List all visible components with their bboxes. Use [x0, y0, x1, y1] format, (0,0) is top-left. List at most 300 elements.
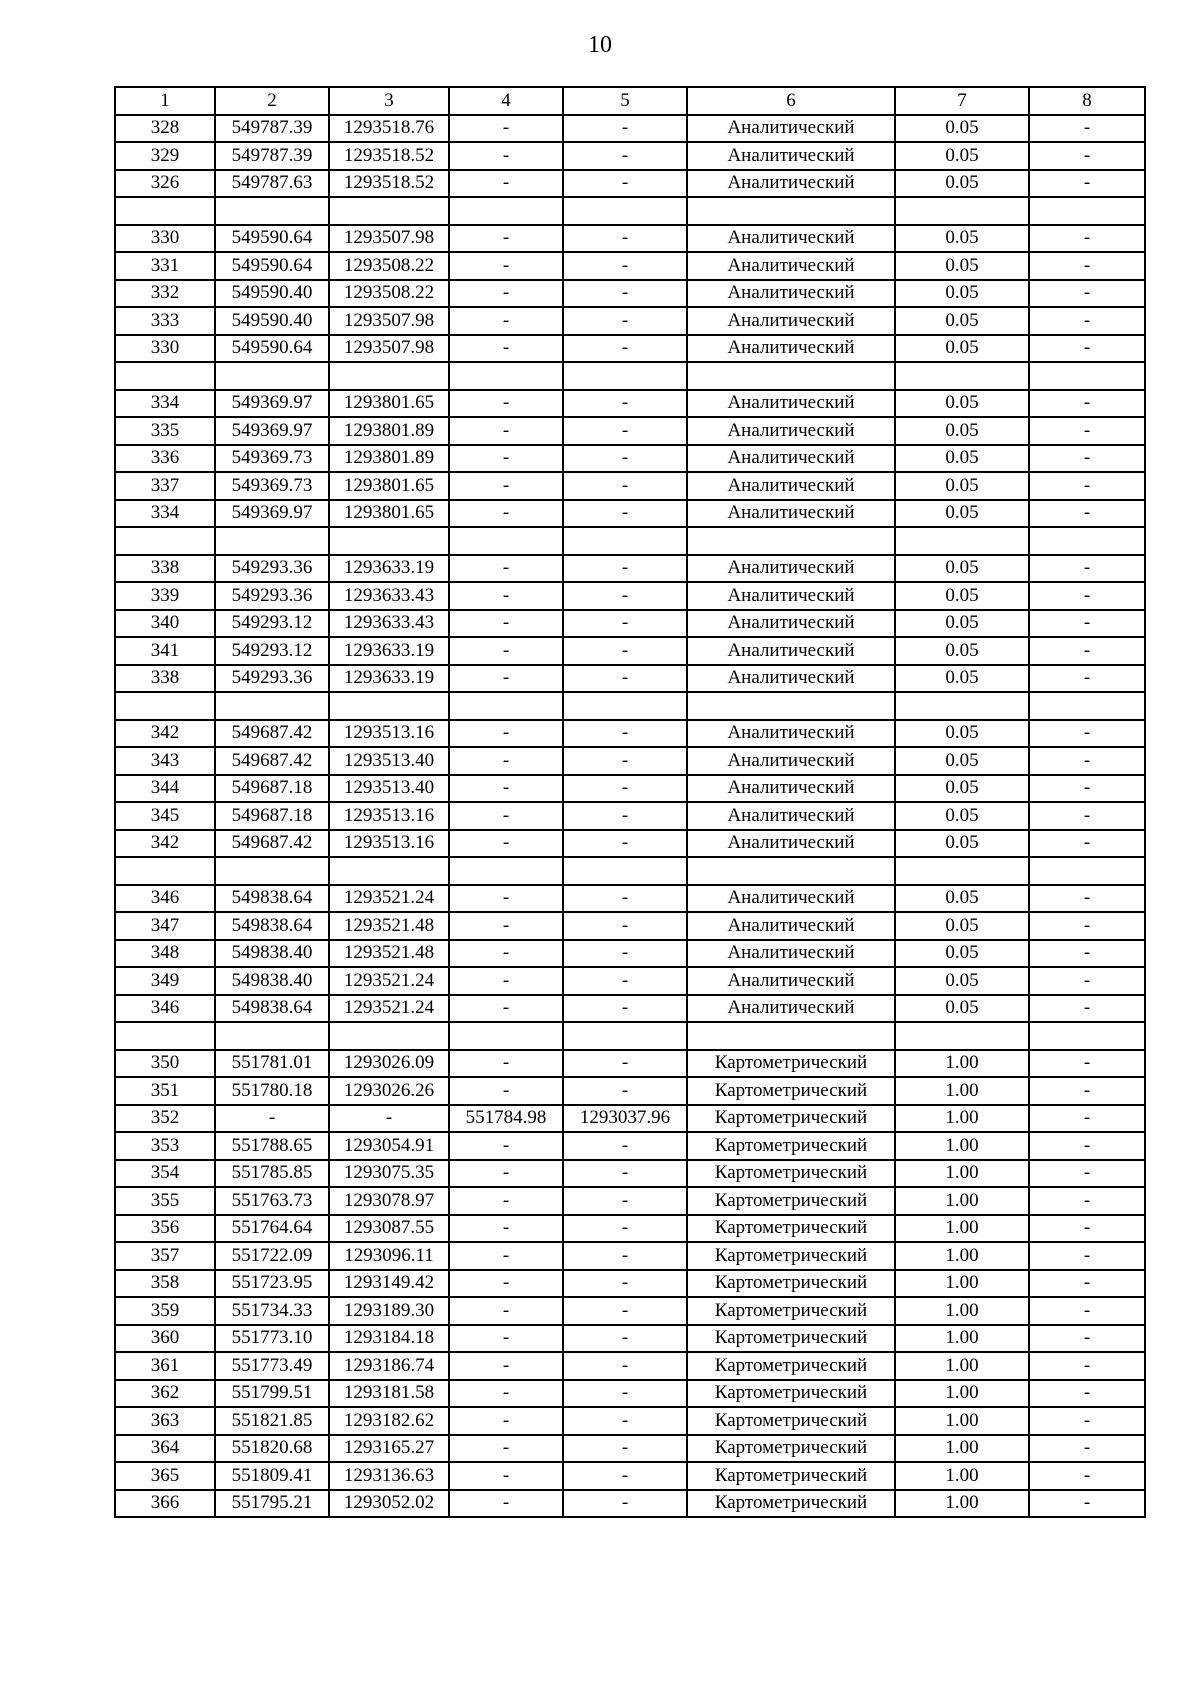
- table-cell: 0.05: [895, 252, 1029, 280]
- table-cell: 1293633.43: [329, 610, 449, 638]
- table-cell: 1.00: [895, 1242, 1029, 1270]
- table-cell: [449, 362, 563, 390]
- table-cell: Аналитический: [687, 307, 895, 335]
- table-cell: -: [563, 555, 687, 583]
- table-cell: 1.00: [895, 1077, 1029, 1105]
- table-cell: 549838.64: [215, 885, 329, 913]
- table-cell: Аналитический: [687, 830, 895, 858]
- table-cell: [563, 527, 687, 555]
- table-row: [115, 1187, 1145, 1215]
- table-row: [115, 142, 1145, 170]
- table-cell: Аналитический: [687, 390, 895, 418]
- table-cell: -: [563, 665, 687, 693]
- table-cell: 549590.64: [215, 225, 329, 253]
- table-cell: Картометрический: [687, 1407, 895, 1435]
- table-cell: 549838.64: [215, 995, 329, 1023]
- table-cell: 365: [115, 1462, 215, 1490]
- table-cell: -: [449, 307, 563, 335]
- table-cell: -: [1029, 1077, 1145, 1105]
- table-row: [115, 1077, 1145, 1105]
- table-cell: -: [1029, 747, 1145, 775]
- table-cell: Аналитический: [687, 142, 895, 170]
- table-cell: Аналитический: [687, 637, 895, 665]
- table-cell: -: [449, 335, 563, 363]
- table-cell: [687, 527, 895, 555]
- table-cell: -: [449, 1435, 563, 1463]
- table-cell: -: [563, 445, 687, 473]
- table-cell: 349: [115, 967, 215, 995]
- table-cell: [687, 362, 895, 390]
- table-cell: -: [449, 775, 563, 803]
- table-row: [115, 500, 1145, 528]
- table-cell: 1.00: [895, 1352, 1029, 1380]
- table-cell: 353: [115, 1132, 215, 1160]
- table-cell: -: [563, 1215, 687, 1243]
- table-cell: 551764.64: [215, 1215, 329, 1243]
- table-cell: 345: [115, 802, 215, 830]
- table-cell: -: [1029, 610, 1145, 638]
- table-cell: -: [1029, 1187, 1145, 1215]
- table-row: [115, 940, 1145, 968]
- table-cell: -: [563, 1160, 687, 1188]
- table-cell: -: [1029, 1270, 1145, 1298]
- table-cell: -: [1029, 995, 1145, 1023]
- table-cell: [895, 692, 1029, 720]
- table-cell: -: [563, 610, 687, 638]
- table-cell: 1293521.48: [329, 912, 449, 940]
- table-cell: Аналитический: [687, 665, 895, 693]
- table-cell: Аналитический: [687, 610, 895, 638]
- table-cell: 1293507.98: [329, 335, 449, 363]
- table-cell: 1293075.35: [329, 1160, 449, 1188]
- table-cell: 1.00: [895, 1407, 1029, 1435]
- table-cell: 1293149.42: [329, 1270, 449, 1298]
- table-cell: 0.05: [895, 995, 1029, 1023]
- table-cell: -: [1029, 307, 1145, 335]
- table-cell: 1293518.76: [329, 115, 449, 143]
- table-cell: 339: [115, 582, 215, 610]
- table-cell: 338: [115, 555, 215, 583]
- table-cell: 1293508.22: [329, 252, 449, 280]
- table-body: [115, 115, 1145, 1518]
- table-cell: -: [563, 1435, 687, 1463]
- table-cell: Аналитический: [687, 555, 895, 583]
- table-cell: 346: [115, 885, 215, 913]
- table-cell: -: [449, 225, 563, 253]
- table-cell: -: [449, 445, 563, 473]
- table-cell: [895, 857, 1029, 885]
- table-cell: Аналитический: [687, 115, 895, 143]
- table-cell: Картометрический: [687, 1325, 895, 1353]
- table-cell: -: [563, 1297, 687, 1325]
- table-cell: -: [1029, 335, 1145, 363]
- table-cell: 0.05: [895, 610, 1029, 638]
- table-cell: [895, 1022, 1029, 1050]
- table-cell: 366: [115, 1490, 215, 1518]
- table-cell: [687, 197, 895, 225]
- table-cell: 549687.42: [215, 720, 329, 748]
- table-cell: 551809.41: [215, 1462, 329, 1490]
- column-header: 2: [215, 87, 329, 115]
- table-cell: 549687.18: [215, 802, 329, 830]
- table-cell: [563, 857, 687, 885]
- column-header: 5: [563, 87, 687, 115]
- table-cell: -: [563, 1270, 687, 1298]
- table-cell: [449, 1022, 563, 1050]
- table-cell: 551722.09: [215, 1242, 329, 1270]
- table-cell: 1293182.62: [329, 1407, 449, 1435]
- table-cell: -: [449, 1187, 563, 1215]
- table-cell: 328: [115, 115, 215, 143]
- table-cell: 335: [115, 417, 215, 445]
- table-row: [115, 1105, 1145, 1133]
- table-cell: 0.05: [895, 115, 1029, 143]
- table-cell: [215, 527, 329, 555]
- table-cell: -: [1029, 1297, 1145, 1325]
- table-cell: 549787.39: [215, 115, 329, 143]
- page-number: 10: [588, 32, 612, 58]
- table-cell: Аналитический: [687, 472, 895, 500]
- table-cell: 342: [115, 720, 215, 748]
- table-cell: 354: [115, 1160, 215, 1188]
- table-row: [115, 1132, 1145, 1160]
- table-cell: 356: [115, 1215, 215, 1243]
- table-cell: Аналитический: [687, 885, 895, 913]
- table-cell: -: [563, 1352, 687, 1380]
- table-cell: [329, 857, 449, 885]
- table-cell: -: [563, 417, 687, 445]
- table-cell: 0.05: [895, 747, 1029, 775]
- table-cell: 333: [115, 307, 215, 335]
- table-cell: 1293037.96: [563, 1105, 687, 1133]
- table-cell: 549838.40: [215, 940, 329, 968]
- table-cell: 0.05: [895, 830, 1029, 858]
- table-cell: -: [1029, 170, 1145, 198]
- table-cell: -: [449, 1462, 563, 1490]
- table-cell: 344: [115, 775, 215, 803]
- table-cell: 1293801.65: [329, 500, 449, 528]
- table-cell: 363: [115, 1407, 215, 1435]
- table-cell: Аналитический: [687, 280, 895, 308]
- table-row: [115, 1242, 1145, 1270]
- table-cell: Картометрический: [687, 1297, 895, 1325]
- table-cell: Картометрический: [687, 1490, 895, 1518]
- table-cell: Аналитический: [687, 967, 895, 995]
- table-cell: 1.00: [895, 1187, 1029, 1215]
- table-cell: -: [1029, 1380, 1145, 1408]
- table-cell: -: [1029, 940, 1145, 968]
- table-cell: [895, 362, 1029, 390]
- table-cell: -: [563, 307, 687, 335]
- table-cell: -: [449, 1215, 563, 1243]
- table-cell: 1293507.98: [329, 225, 449, 253]
- table-cell: -: [449, 170, 563, 198]
- table-cell: Картометрический: [687, 1380, 895, 1408]
- table-cell: -: [1029, 417, 1145, 445]
- table-cell: 0.05: [895, 665, 1029, 693]
- table-cell: 1.00: [895, 1132, 1029, 1160]
- table-cell: 1293521.24: [329, 885, 449, 913]
- table-cell: -: [449, 637, 563, 665]
- table-cell: 1293507.98: [329, 307, 449, 335]
- table-cell: -: [563, 252, 687, 280]
- table-row: [115, 995, 1145, 1023]
- table-cell: -: [449, 885, 563, 913]
- table-cell: 1.00: [895, 1297, 1029, 1325]
- table-cell: 551821.85: [215, 1407, 329, 1435]
- table-cell: -: [563, 500, 687, 528]
- table-row: [115, 1297, 1145, 1325]
- table-cell: -: [1029, 555, 1145, 583]
- table-cell: [449, 692, 563, 720]
- table-cell: Аналитический: [687, 802, 895, 830]
- table-cell: 549590.64: [215, 335, 329, 363]
- table-cell: 549293.36: [215, 665, 329, 693]
- table-cell: 1293026.26: [329, 1077, 449, 1105]
- table-cell: -: [563, 830, 687, 858]
- table-header-row: [115, 87, 1145, 115]
- table-cell: 1293087.55: [329, 1215, 449, 1243]
- table-cell: 1.00: [895, 1462, 1029, 1490]
- column-header: 1: [115, 87, 215, 115]
- table-cell: 1.00: [895, 1325, 1029, 1353]
- table-cell: 1293189.30: [329, 1297, 449, 1325]
- table-cell: Аналитический: [687, 995, 895, 1023]
- table-cell: -: [1029, 225, 1145, 253]
- table-cell: -: [563, 142, 687, 170]
- table-cell: -: [449, 142, 563, 170]
- table-cell: [687, 857, 895, 885]
- table-cell: -: [563, 720, 687, 748]
- table-cell: -: [1029, 1105, 1145, 1133]
- table-cell: 0.05: [895, 472, 1029, 500]
- table-cell: -: [1029, 115, 1145, 143]
- table-cell: 549590.40: [215, 307, 329, 335]
- table-cell: 1293801.89: [329, 417, 449, 445]
- table-cell: -: [563, 335, 687, 363]
- table-cell: [449, 857, 563, 885]
- table-cell: 1293513.16: [329, 830, 449, 858]
- table-cell: 1293186.74: [329, 1352, 449, 1380]
- table-cell: 1293181.58: [329, 1380, 449, 1408]
- table-cell: [895, 527, 1029, 555]
- table-row: [115, 417, 1145, 445]
- table-cell: -: [449, 940, 563, 968]
- table-cell: -: [563, 967, 687, 995]
- table-cell: 551799.51: [215, 1380, 329, 1408]
- table-cell: Аналитический: [687, 445, 895, 473]
- table-cell: [329, 527, 449, 555]
- table-cell: Аналитический: [687, 225, 895, 253]
- table-cell: [1029, 857, 1145, 885]
- table-cell: -: [1029, 582, 1145, 610]
- table-row: [115, 610, 1145, 638]
- table-cell: -: [449, 115, 563, 143]
- table-cell: 337: [115, 472, 215, 500]
- table-cell: [115, 527, 215, 555]
- table-cell: Аналитический: [687, 720, 895, 748]
- table-cell: 1293633.19: [329, 555, 449, 583]
- table-cell: -: [1029, 280, 1145, 308]
- table-row: [115, 1160, 1145, 1188]
- table-cell: 0.05: [895, 912, 1029, 940]
- table-cell: 1293513.40: [329, 747, 449, 775]
- table-cell: -: [1029, 775, 1145, 803]
- table-row: [115, 362, 1145, 390]
- table-cell: -: [563, 1050, 687, 1078]
- table-cell: [115, 197, 215, 225]
- table-row: [115, 967, 1145, 995]
- table-cell: -: [1029, 637, 1145, 665]
- table-cell: 549293.36: [215, 555, 329, 583]
- table-cell: 357: [115, 1242, 215, 1270]
- table-cell: 359: [115, 1297, 215, 1325]
- table-cell: 334: [115, 500, 215, 528]
- table-cell: [449, 197, 563, 225]
- table-cell: [1029, 527, 1145, 555]
- column-header: 8: [1029, 87, 1145, 115]
- table-cell: -: [563, 115, 687, 143]
- table-cell: 551780.18: [215, 1077, 329, 1105]
- table-cell: [1029, 362, 1145, 390]
- table-cell: [215, 692, 329, 720]
- table-cell: [215, 1022, 329, 1050]
- table-row: [115, 1380, 1145, 1408]
- table-cell: -: [1029, 1325, 1145, 1353]
- table-cell: -: [449, 830, 563, 858]
- table-cell: Аналитический: [687, 335, 895, 363]
- table-cell: -: [1029, 1435, 1145, 1463]
- table-row: [115, 527, 1145, 555]
- table-cell: -: [563, 1132, 687, 1160]
- table-cell: 0.05: [895, 390, 1029, 418]
- table-cell: Картометрический: [687, 1132, 895, 1160]
- table-cell: -: [449, 610, 563, 638]
- table-cell: -: [449, 1325, 563, 1353]
- table-cell: Картометрический: [687, 1077, 895, 1105]
- table-row: [115, 1215, 1145, 1243]
- table-cell: -: [1029, 885, 1145, 913]
- table-cell: [449, 527, 563, 555]
- table-cell: 549687.18: [215, 775, 329, 803]
- table-cell: -: [1029, 445, 1145, 473]
- table-cell: 1.00: [895, 1160, 1029, 1188]
- table-row: [115, 335, 1145, 363]
- table-cell: 0.05: [895, 142, 1029, 170]
- table-cell: 549369.73: [215, 472, 329, 500]
- table-cell: [1029, 692, 1145, 720]
- table-cell: -: [449, 555, 563, 583]
- table-row: [115, 637, 1145, 665]
- table-cell: -: [449, 802, 563, 830]
- table-cell: -: [563, 637, 687, 665]
- table-cell: 0.05: [895, 170, 1029, 198]
- table-cell: [563, 1022, 687, 1050]
- table-cell: 0.05: [895, 225, 1029, 253]
- table-cell: 341: [115, 637, 215, 665]
- table-cell: -: [1029, 1160, 1145, 1188]
- table-row: [115, 1435, 1145, 1463]
- table-cell: Аналитический: [687, 582, 895, 610]
- table-cell: [215, 362, 329, 390]
- table-row: [115, 1490, 1145, 1518]
- table-row: [115, 830, 1145, 858]
- table-row: [115, 1325, 1145, 1353]
- table-cell: -: [563, 747, 687, 775]
- table-cell: -: [449, 1490, 563, 1518]
- table-cell: 0.05: [895, 582, 1029, 610]
- table-cell: 355: [115, 1187, 215, 1215]
- table-cell: 358: [115, 1270, 215, 1298]
- table-row: [115, 115, 1145, 143]
- table-cell: [1029, 197, 1145, 225]
- table-row: [115, 1462, 1145, 1490]
- table-cell: -: [1029, 1215, 1145, 1243]
- table-cell: 0.05: [895, 307, 1029, 335]
- table-cell: -: [449, 1050, 563, 1078]
- table-cell: -: [563, 1242, 687, 1270]
- table-cell: -: [1029, 665, 1145, 693]
- table-cell: [115, 362, 215, 390]
- table-row: [115, 445, 1145, 473]
- table-cell: 549293.12: [215, 610, 329, 638]
- table-cell: -: [1029, 1242, 1145, 1270]
- table-cell: [329, 1022, 449, 1050]
- table-cell: 1293801.89: [329, 445, 449, 473]
- table-row: [115, 885, 1145, 913]
- table-cell: -: [449, 582, 563, 610]
- table-cell: 0.05: [895, 775, 1029, 803]
- table-row: [115, 1352, 1145, 1380]
- table-cell: [329, 362, 449, 390]
- coordinates-table: [114, 86, 1146, 1518]
- table-cell: 332: [115, 280, 215, 308]
- table-cell: 0.05: [895, 940, 1029, 968]
- table-cell: -: [1029, 390, 1145, 418]
- table-cell: 1293513.40: [329, 775, 449, 803]
- table-cell: 1293633.19: [329, 665, 449, 693]
- table-cell: 1293184.18: [329, 1325, 449, 1353]
- table-cell: -: [449, 472, 563, 500]
- table-cell: 551785.85: [215, 1160, 329, 1188]
- table-cell: 1293521.48: [329, 940, 449, 968]
- table-cell: -: [563, 472, 687, 500]
- table-cell: 551795.21: [215, 1490, 329, 1518]
- table-cell: 0.05: [895, 280, 1029, 308]
- table-cell: Картометрический: [687, 1435, 895, 1463]
- table-cell: -: [449, 1297, 563, 1325]
- table-cell: 364: [115, 1435, 215, 1463]
- table-cell: [687, 1022, 895, 1050]
- table-cell: Аналитический: [687, 775, 895, 803]
- table-cell: [115, 692, 215, 720]
- table-cell: 1293633.43: [329, 582, 449, 610]
- table-cell: 1293521.24: [329, 967, 449, 995]
- table-cell: -: [449, 665, 563, 693]
- table-cell: Аналитический: [687, 747, 895, 775]
- table-cell: 1293801.65: [329, 390, 449, 418]
- table-cell: 549838.40: [215, 967, 329, 995]
- table-cell: 343: [115, 747, 215, 775]
- table-cell: 551734.33: [215, 1297, 329, 1325]
- table-cell: 549369.97: [215, 417, 329, 445]
- table-row: [115, 720, 1145, 748]
- table-cell: -: [449, 747, 563, 775]
- table-row: [115, 802, 1145, 830]
- table-cell: 331: [115, 252, 215, 280]
- table-cell: -: [563, 170, 687, 198]
- table-cell: 549687.42: [215, 747, 329, 775]
